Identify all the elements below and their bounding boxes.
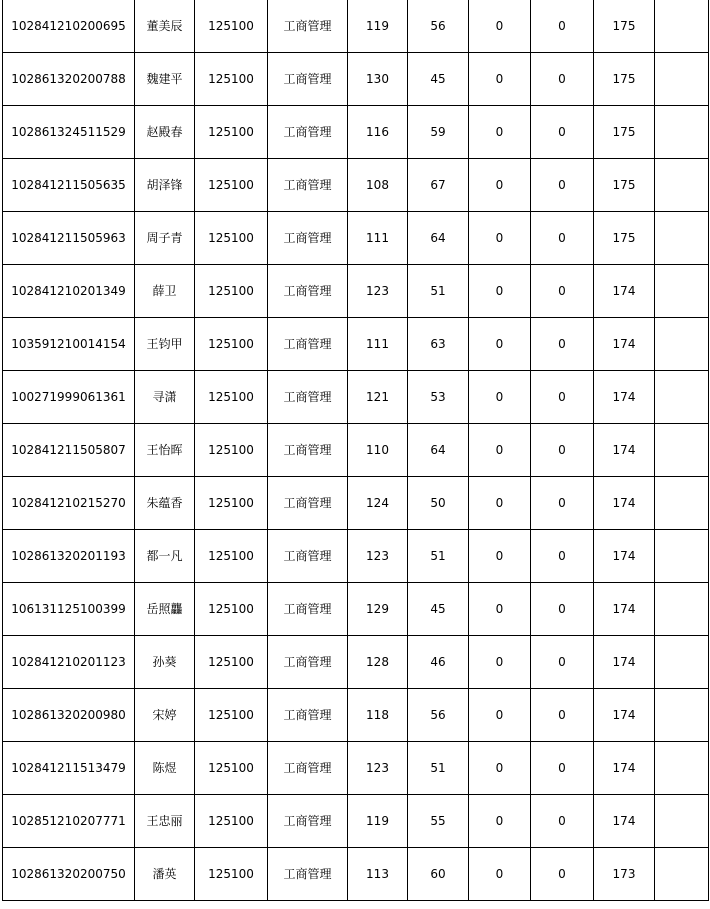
cell-registration-id: 102861320201193 (3, 530, 135, 583)
table-row (3, 159, 709, 212)
cell-score-1: 111 (348, 318, 408, 371)
table-row (3, 583, 709, 636)
cell-score-4: 0 (531, 583, 594, 636)
cell-major-name: 工商管理 (268, 848, 348, 901)
table-row (3, 424, 709, 477)
cell-score-3: 0 (469, 636, 531, 689)
cell-remark (655, 53, 709, 106)
cell-total-score: 174 (594, 636, 655, 689)
cell-total-score: 175 (594, 159, 655, 212)
cell-name: 寻潇 (135, 371, 195, 424)
cell-name: 胡泽锋 (135, 159, 195, 212)
cell-score-1: 116 (348, 106, 408, 159)
cell-score-3: 0 (469, 106, 531, 159)
cell-score-3: 0 (469, 424, 531, 477)
cell-remark (655, 371, 709, 424)
cell-total-score: 173 (594, 848, 655, 901)
cell-total-score: 175 (594, 0, 655, 53)
cell-remark (655, 742, 709, 795)
cell-score-2: 67 (408, 159, 469, 212)
cell-major-name: 工商管理 (268, 583, 348, 636)
cell-score-2: 53 (408, 371, 469, 424)
cell-registration-id: 102841211505635 (3, 159, 135, 212)
cell-name: 薛卫 (135, 265, 195, 318)
cell-name: 王钧甲 (135, 318, 195, 371)
cell-major-code: 125100 (195, 583, 268, 636)
cell-major-name: 工商管理 (268, 636, 348, 689)
cell-score-3: 0 (469, 159, 531, 212)
score-table (2, 0, 709, 901)
cell-total-score: 174 (594, 424, 655, 477)
cell-name: 潘英 (135, 848, 195, 901)
cell-score-4: 0 (531, 795, 594, 848)
cell-score-4: 0 (531, 477, 594, 530)
cell-total-score: 175 (594, 212, 655, 265)
table-body (3, 0, 709, 901)
cell-major-code: 125100 (195, 689, 268, 742)
cell-major-name: 工商管理 (268, 0, 348, 53)
cell-score-2: 55 (408, 795, 469, 848)
cell-score-1: 113 (348, 848, 408, 901)
cell-major-name: 工商管理 (268, 530, 348, 583)
cell-score-4: 0 (531, 371, 594, 424)
cell-major-code: 125100 (195, 318, 268, 371)
cell-major-code: 125100 (195, 477, 268, 530)
cell-score-3: 0 (469, 265, 531, 318)
table-row (3, 742, 709, 795)
cell-score-3: 0 (469, 742, 531, 795)
cell-major-name: 工商管理 (268, 106, 348, 159)
cell-score-4: 0 (531, 848, 594, 901)
cell-major-code: 125100 (195, 848, 268, 901)
table-row (3, 795, 709, 848)
table-row (3, 0, 709, 53)
cell-score-1: 130 (348, 53, 408, 106)
cell-score-4: 0 (531, 0, 594, 53)
cell-score-2: 60 (408, 848, 469, 901)
cell-score-2: 56 (408, 0, 469, 53)
cell-major-name: 工商管理 (268, 212, 348, 265)
cell-major-name: 工商管理 (268, 477, 348, 530)
cell-score-3: 0 (469, 795, 531, 848)
cell-total-score: 174 (594, 265, 655, 318)
cell-major-code: 125100 (195, 212, 268, 265)
cell-score-1: 123 (348, 530, 408, 583)
cell-registration-id: 102841210201123 (3, 636, 135, 689)
cell-total-score: 174 (594, 742, 655, 795)
cell-score-1: 119 (348, 795, 408, 848)
cell-remark (655, 159, 709, 212)
cell-registration-id: 102851210207771 (3, 795, 135, 848)
cell-remark (655, 424, 709, 477)
table-row (3, 636, 709, 689)
cell-name: 宋婷 (135, 689, 195, 742)
cell-remark (655, 0, 709, 53)
cell-score-4: 0 (531, 318, 594, 371)
cell-major-name: 工商管理 (268, 424, 348, 477)
cell-remark (655, 212, 709, 265)
cell-major-name: 工商管理 (268, 265, 348, 318)
table-row (3, 848, 709, 901)
cell-score-4: 0 (531, 53, 594, 106)
cell-score-1: 128 (348, 636, 408, 689)
cell-major-code: 125100 (195, 159, 268, 212)
cell-total-score: 174 (594, 530, 655, 583)
table-row (3, 106, 709, 159)
cell-major-code: 125100 (195, 424, 268, 477)
cell-total-score: 174 (594, 795, 655, 848)
cell-registration-id: 106131125100399 (3, 583, 135, 636)
cell-name: 陈煜 (135, 742, 195, 795)
cell-remark (655, 106, 709, 159)
cell-score-1: 119 (348, 0, 408, 53)
cell-score-3: 0 (469, 371, 531, 424)
cell-major-code: 125100 (195, 795, 268, 848)
cell-remark (655, 689, 709, 742)
cell-score-3: 0 (469, 0, 531, 53)
cell-name: 周子青 (135, 212, 195, 265)
cell-score-2: 50 (408, 477, 469, 530)
cell-registration-id: 102841210200695 (3, 0, 135, 53)
table-row (3, 318, 709, 371)
cell-name: 赵殿春 (135, 106, 195, 159)
cell-score-4: 0 (531, 742, 594, 795)
cell-score-1: 110 (348, 424, 408, 477)
cell-score-2: 63 (408, 318, 469, 371)
cell-remark (655, 530, 709, 583)
cell-score-2: 64 (408, 424, 469, 477)
cell-name: 王怡晖 (135, 424, 195, 477)
table-row (3, 212, 709, 265)
cell-score-3: 0 (469, 583, 531, 636)
cell-score-4: 0 (531, 106, 594, 159)
cell-total-score: 175 (594, 53, 655, 106)
cell-major-name: 工商管理 (268, 795, 348, 848)
cell-score-4: 0 (531, 265, 594, 318)
cell-score-2: 45 (408, 583, 469, 636)
cell-score-4: 0 (531, 530, 594, 583)
cell-name: 王忠丽 (135, 795, 195, 848)
cell-registration-id: 103591210014154 (3, 318, 135, 371)
cell-score-1: 121 (348, 371, 408, 424)
cell-total-score: 174 (594, 583, 655, 636)
cell-name: 朱蕴香 (135, 477, 195, 530)
cell-score-4: 0 (531, 424, 594, 477)
cell-remark (655, 795, 709, 848)
cell-score-3: 0 (469, 848, 531, 901)
table-row (3, 265, 709, 318)
cell-score-3: 0 (469, 212, 531, 265)
cell-remark (655, 583, 709, 636)
cell-score-2: 64 (408, 212, 469, 265)
cell-score-1: 123 (348, 742, 408, 795)
cell-registration-id: 102841210215270 (3, 477, 135, 530)
cell-registration-id: 102841210201349 (3, 265, 135, 318)
table-row (3, 689, 709, 742)
cell-registration-id: 102841211513479 (3, 742, 135, 795)
cell-major-code: 125100 (195, 636, 268, 689)
table-row (3, 477, 709, 530)
cell-major-code: 125100 (195, 265, 268, 318)
cell-name: 魏建平 (135, 53, 195, 106)
cell-remark (655, 636, 709, 689)
cell-remark (655, 265, 709, 318)
cell-score-3: 0 (469, 53, 531, 106)
table-row (3, 53, 709, 106)
cell-score-4: 0 (531, 689, 594, 742)
cell-name: 都一凡 (135, 530, 195, 583)
cell-registration-id: 102861320200788 (3, 53, 135, 106)
cell-name: 董美辰 (135, 0, 195, 53)
cell-score-1: 129 (348, 583, 408, 636)
cell-score-4: 0 (531, 159, 594, 212)
cell-total-score: 174 (594, 477, 655, 530)
cell-score-3: 0 (469, 689, 531, 742)
cell-score-2: 46 (408, 636, 469, 689)
cell-major-name: 工商管理 (268, 689, 348, 742)
cell-major-name: 工商管理 (268, 318, 348, 371)
cell-major-name: 工商管理 (268, 159, 348, 212)
cell-score-1: 111 (348, 212, 408, 265)
cell-registration-id: 100271999061361 (3, 371, 135, 424)
cell-score-1: 123 (348, 265, 408, 318)
table-row (3, 371, 709, 424)
cell-registration-id: 102861320200750 (3, 848, 135, 901)
cell-major-code: 125100 (195, 0, 268, 53)
cell-registration-id: 102841211505807 (3, 424, 135, 477)
cell-total-score: 175 (594, 106, 655, 159)
cell-major-name: 工商管理 (268, 53, 348, 106)
cell-remark (655, 848, 709, 901)
cell-score-3: 0 (469, 318, 531, 371)
cell-total-score: 174 (594, 371, 655, 424)
cell-major-name: 工商管理 (268, 742, 348, 795)
cell-score-1: 124 (348, 477, 408, 530)
cell-name: 岳照龘 (135, 583, 195, 636)
cell-major-code: 125100 (195, 106, 268, 159)
cell-remark (655, 477, 709, 530)
cell-registration-id: 102861320200980 (3, 689, 135, 742)
cell-major-code: 125100 (195, 371, 268, 424)
cell-score-2: 51 (408, 742, 469, 795)
cell-major-code: 125100 (195, 53, 268, 106)
cell-score-2: 56 (408, 689, 469, 742)
cell-major-code: 125100 (195, 530, 268, 583)
cell-score-2: 45 (408, 53, 469, 106)
cell-major-code: 125100 (195, 742, 268, 795)
cell-score-2: 51 (408, 530, 469, 583)
cell-total-score: 174 (594, 318, 655, 371)
cell-registration-id: 102861324511529 (3, 106, 135, 159)
cell-score-4: 0 (531, 212, 594, 265)
cell-name: 孙葵 (135, 636, 195, 689)
cell-remark (655, 318, 709, 371)
cell-major-name: 工商管理 (268, 371, 348, 424)
cell-score-1: 108 (348, 159, 408, 212)
cell-score-3: 0 (469, 530, 531, 583)
table-row (3, 530, 709, 583)
cell-score-3: 0 (469, 477, 531, 530)
cell-total-score: 174 (594, 689, 655, 742)
cell-registration-id: 102841211505963 (3, 212, 135, 265)
cell-score-2: 59 (408, 106, 469, 159)
cell-score-2: 51 (408, 265, 469, 318)
cell-score-1: 118 (348, 689, 408, 742)
cell-score-4: 0 (531, 636, 594, 689)
